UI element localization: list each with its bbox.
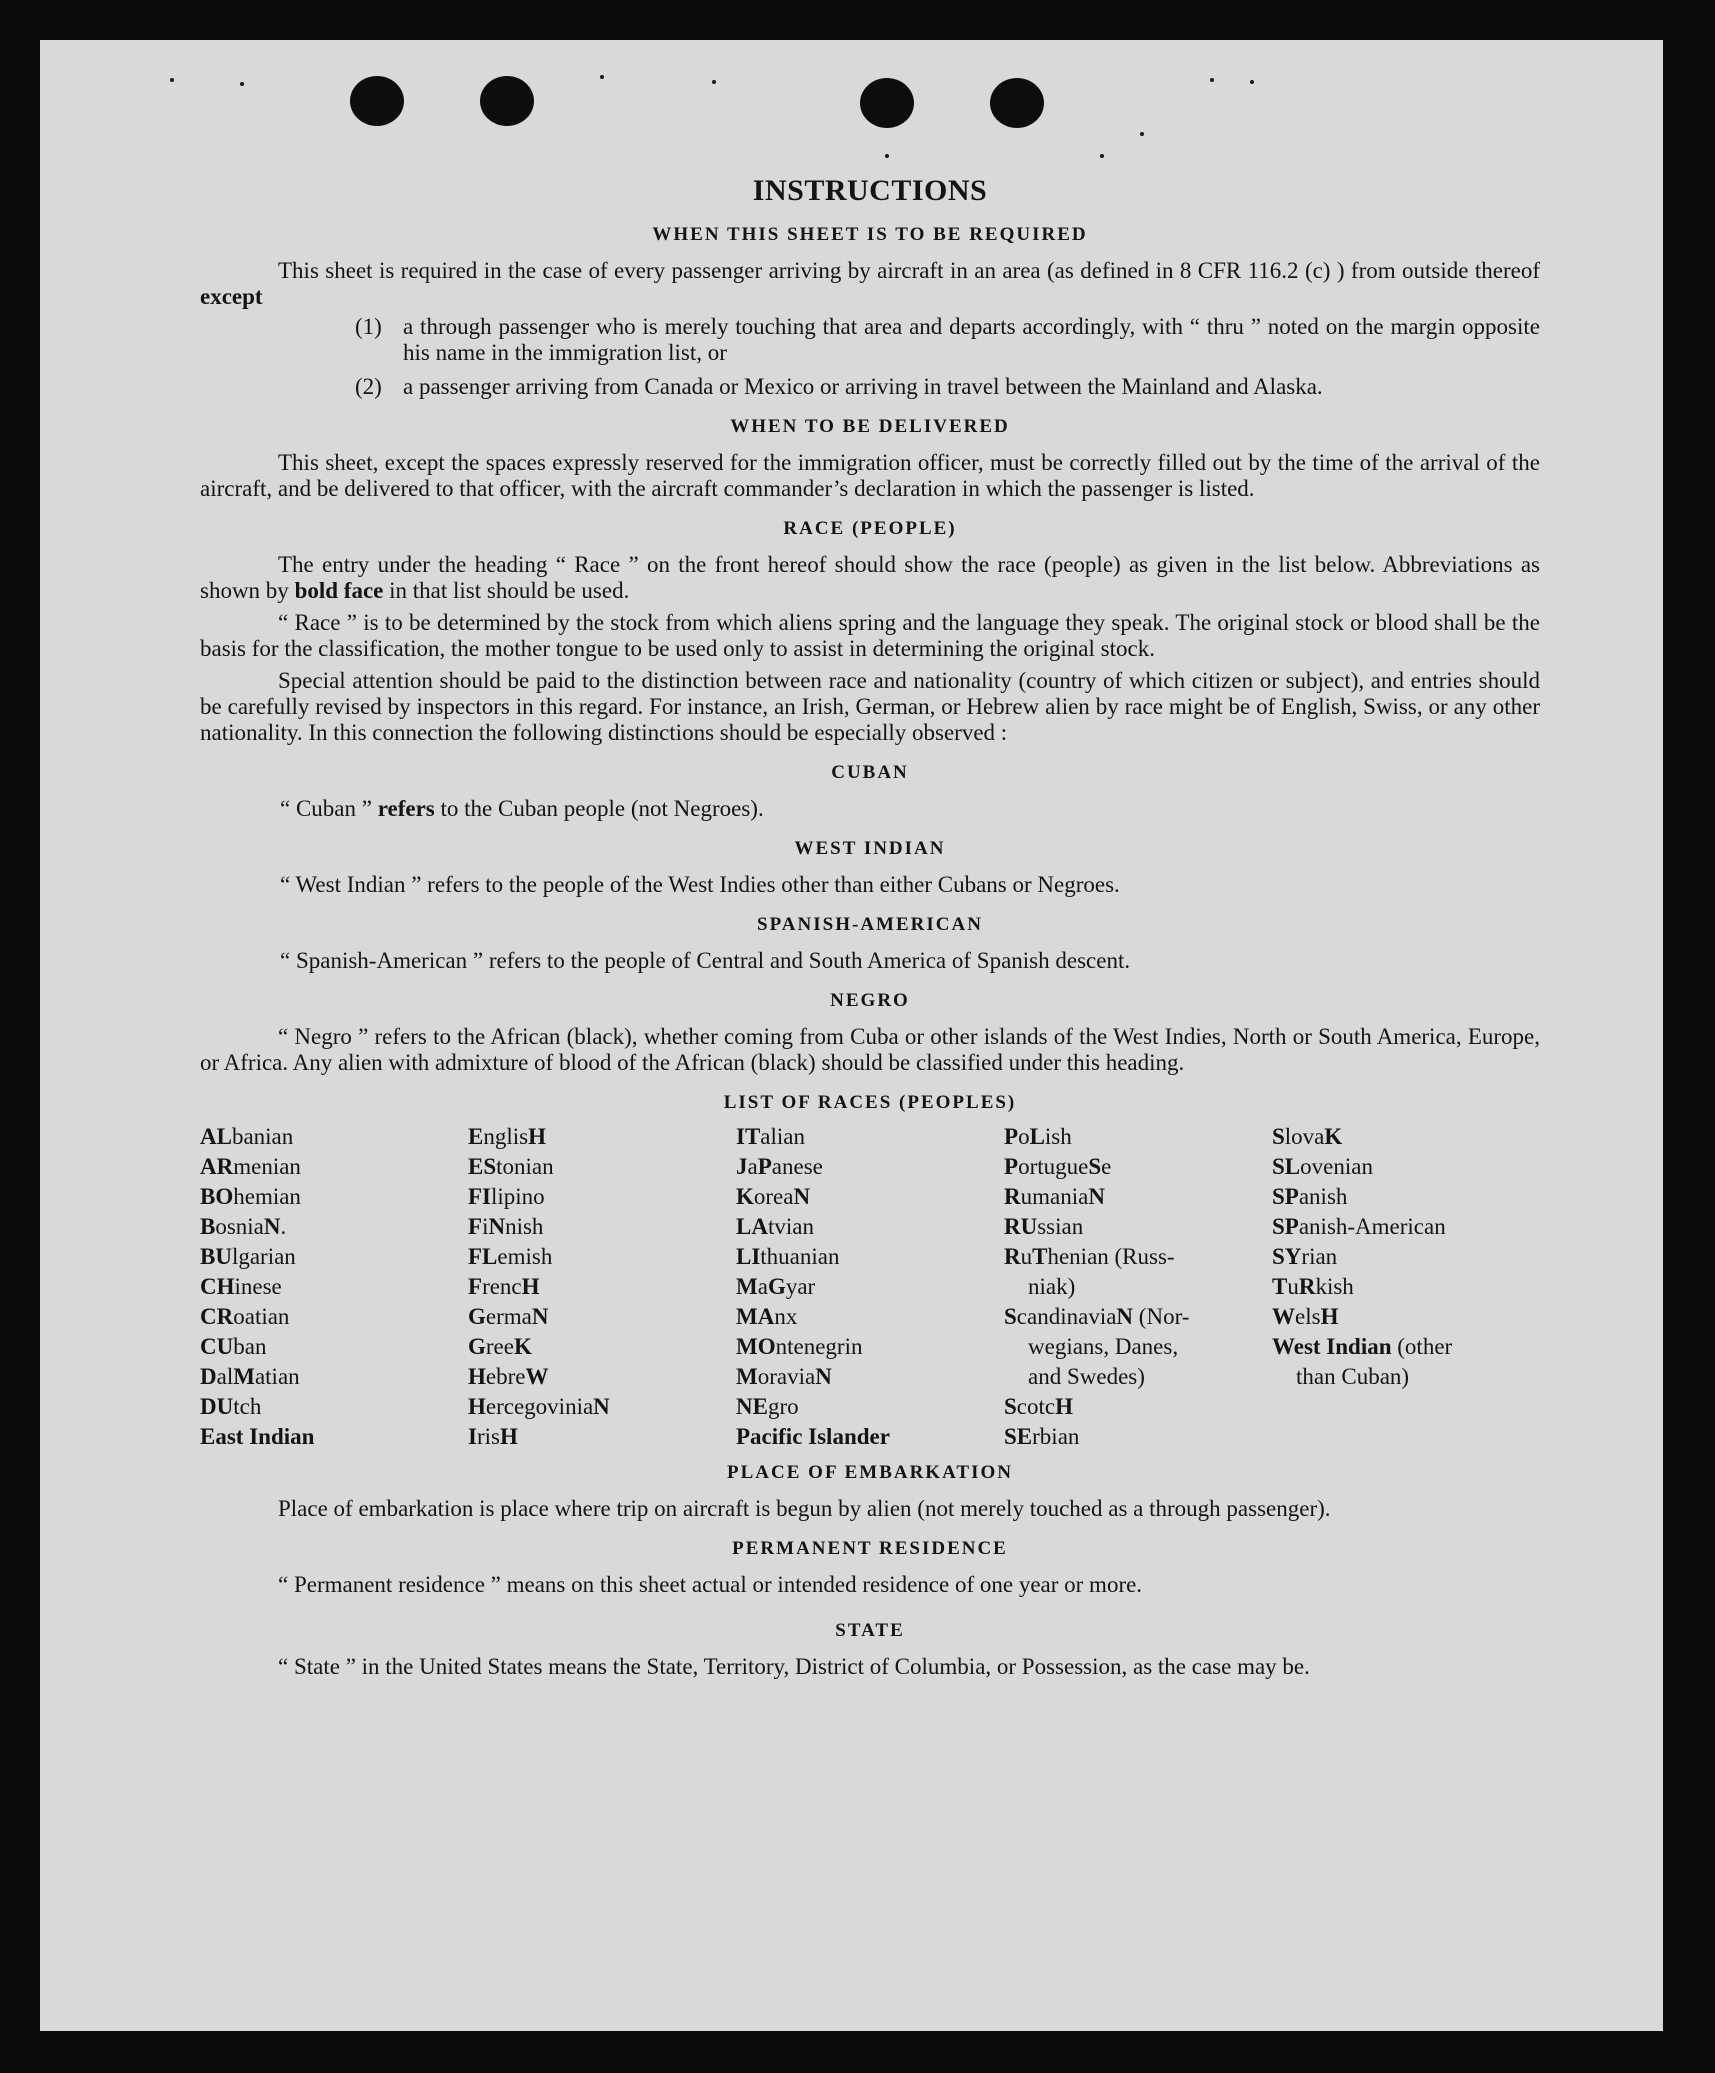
races-column <box>1004 1122 1272 1452</box>
race-paragraph-1: The entry under the heading “ Race ” on the front hereof should show the race (people) as given in the list below. Abbreviations as shown by bold face in that list should be used. <box>200 552 1540 603</box>
section-heading-cuban: CUBAN <box>831 762 909 783</box>
race-entry: SErbian <box>1004 1424 1080 1449</box>
race-paragraph-3: Special attention should be paid to the distinction between race and nationality (country of which citizen or subject), and entries should be carefully revised by inspectors in this regard. For instance, an Irish, German, or Hebrew alien by race might be of English, Swiss, or any other nationality. In this connection the following distinctions should be especially observed : <box>200 668 1540 745</box>
required-paragraph: This sheet is required in the case of every passenger arriving by aircraft in an area (as defined in 8 CFR 116.2 (c) ) from outside thereof except <box>200 258 1540 309</box>
race-entry: RuThenian (Russ- <box>1004 1244 1175 1269</box>
race-entry: CUban <box>200 1334 267 1359</box>
speck <box>1140 132 1144 136</box>
race-entry: MOntenegrin <box>736 1334 863 1359</box>
race-entry: HercegoviniaN <box>468 1394 610 1419</box>
race-entry: PoLish <box>1004 1124 1072 1149</box>
race-entry: SPanish <box>1272 1184 1348 1209</box>
speck <box>600 75 604 79</box>
exception-item: (1) a through passenger who is merely touching that area and departs accordingly, with “ thru ” noted on the margin opposite his name in the immigration list, or <box>355 314 1540 365</box>
speck <box>885 154 889 158</box>
races-column <box>200 1122 468 1452</box>
punch-hole <box>990 78 1044 128</box>
race-entry: West Indian (other <box>1272 1334 1453 1359</box>
race-entry: NEgro <box>736 1394 799 1419</box>
race-entry: CRoatian <box>200 1304 290 1329</box>
section-heading-delivered: WHEN TO BE DELIVERED <box>730 416 1010 437</box>
spanish-american-paragraph: “ Spanish-American ” refers to the people of Central and South America of Spanish descent. <box>280 948 1131 973</box>
race-entry: DUtch <box>200 1394 262 1419</box>
race-entry: FLemish <box>468 1244 553 1269</box>
section-heading-spanish-american: SPANISH-AMERICAN <box>757 914 983 935</box>
punch-hole <box>860 78 914 128</box>
speck <box>1250 80 1254 84</box>
race-entry: ARmenian <box>200 1154 301 1179</box>
punch-hole <box>350 76 404 126</box>
exception-item: (2) a passenger arriving from Canada or Mexico or arriving in travel between the Mainland and Alaska. <box>355 374 1323 399</box>
race-entry: WelsH <box>1272 1304 1339 1329</box>
race-entry: SLovenian <box>1272 1154 1373 1179</box>
speck <box>712 80 716 84</box>
races-list <box>200 1122 1540 1452</box>
section-heading-residence: PERMANENT RESIDENCE <box>732 1538 1008 1559</box>
race-entry: FIlipino <box>468 1184 545 1209</box>
race-entry: MAnx <box>736 1304 798 1329</box>
race-entry: LIthuanian <box>736 1244 840 1269</box>
delivered-paragraph: This sheet, except the spaces expressly reserved for the immigration officer, must be correctly filled out by the time of the arrival of the aircraft, and be delivered to that officer, with the aircraft commander’s declaration in which the passenger is listed. <box>200 450 1540 501</box>
race-paragraph-2: “ Race ” is to be determined by the stock from which aliens spring and the language they speak. The original stock or blood shall be the basis for the classification, the mother tongue to be used only to assist in determining the original stock. <box>200 610 1540 661</box>
race-entry: GermaN <box>468 1304 549 1329</box>
speck <box>1210 78 1214 82</box>
race-entry: RUssian <box>1004 1214 1084 1239</box>
negro-paragraph: “ Negro ” refers to the African (black), whether coming from Cuba or other islands of the West Indies, North or South America, Europe, or Africa. Any alien with admixture of blood of the African (black) should be classified under this heading. <box>200 1024 1540 1075</box>
race-entry: CHinese <box>200 1274 282 1299</box>
race-entry: EStonian <box>468 1154 554 1179</box>
race-entry: DalMatian <box>200 1364 300 1389</box>
section-heading-required: WHEN THIS SHEET IS TO BE REQUIRED <box>652 224 1088 245</box>
section-heading-west-indian: WEST INDIAN <box>794 838 946 859</box>
cuban-paragraph: “ Cuban ” refers to the Cuban people (not Negroes). <box>280 796 764 821</box>
section-heading-negro: NEGRO <box>830 990 910 1011</box>
races-column <box>1272 1122 1540 1452</box>
race-entry: SlovaK <box>1272 1124 1343 1149</box>
speck <box>1100 154 1104 158</box>
race-entry: East Indian <box>200 1424 315 1449</box>
race-entry: FrencH <box>468 1274 540 1299</box>
race-entry: FiNnish <box>468 1214 544 1239</box>
race-entry: LAtvian <box>736 1214 814 1239</box>
race-entry: EnglisH <box>468 1124 546 1149</box>
section-heading-state: STATE <box>835 1620 905 1641</box>
section-heading-embarkation: PLACE OF EMBARKATION <box>727 1462 1013 1483</box>
race-entry: BosniaN. <box>200 1214 287 1239</box>
speck <box>170 78 174 82</box>
race-entry: Pacific Islander <box>736 1424 890 1449</box>
race-entry: PortugueSe <box>1004 1154 1112 1179</box>
race-entry-continuation: niak) <box>1028 1274 1076 1299</box>
state-paragraph: “ State ” in the United States means the State, Territory, District of Columbia, or Possession, as the case may be. <box>278 1654 1310 1679</box>
race-entry-continuation: than Cuban) <box>1296 1364 1410 1389</box>
west-indian-paragraph: “ West Indian ” refers to the people of the West Indies other than either Cubans or Negroes. <box>280 872 1120 897</box>
race-entry: MaGyar <box>736 1274 816 1299</box>
embarkation-paragraph: Place of embarkation is place where trip on aircraft is begun by alien (not merely touched as a through passenger). <box>278 1496 1331 1521</box>
race-entry: ScotcH <box>1004 1394 1073 1419</box>
race-entry: HebreW <box>468 1364 549 1389</box>
race-entry: ScandinaviaN (Nor- <box>1004 1304 1190 1329</box>
race-entry-continuation: and Swedes) <box>1028 1364 1145 1389</box>
list-of-races-heading: LIST OF RACES (PEOPLES) <box>723 1092 1017 1113</box>
race-entry: BOhemian <box>200 1184 301 1209</box>
instructions-content <box>200 174 1540 1680</box>
race-entry: KoreaN <box>736 1184 811 1209</box>
race-entry: ALbanian <box>200 1124 294 1149</box>
races-column <box>468 1122 736 1452</box>
page-title: INSTRUCTIONS <box>752 174 988 207</box>
race-entry: ITalian <box>736 1124 805 1149</box>
document-sheet <box>40 40 1663 2031</box>
race-entry: MoraviaN <box>736 1364 832 1389</box>
race-entry: GreeK <box>468 1334 532 1359</box>
race-entry: IrisH <box>468 1424 518 1449</box>
race-entry: SPanish-American <box>1272 1214 1446 1239</box>
speck <box>240 82 244 86</box>
race-entry: TuRkish <box>1272 1274 1354 1299</box>
race-entry: SYrian <box>1272 1244 1338 1269</box>
race-entry: RumaniaN <box>1004 1184 1105 1209</box>
race-entry: BUlgarian <box>200 1244 296 1269</box>
race-entry-continuation: wegians, Danes, <box>1028 1334 1179 1359</box>
residence-paragraph: “ Permanent residence ” means on this sheet actual or intended residence of one year or more. <box>278 1572 1143 1597</box>
section-heading-race: RACE (PEOPLE) <box>783 518 957 539</box>
race-entry: JaPanese <box>736 1154 823 1179</box>
races-column <box>736 1122 1004 1452</box>
punch-hole <box>480 76 534 126</box>
